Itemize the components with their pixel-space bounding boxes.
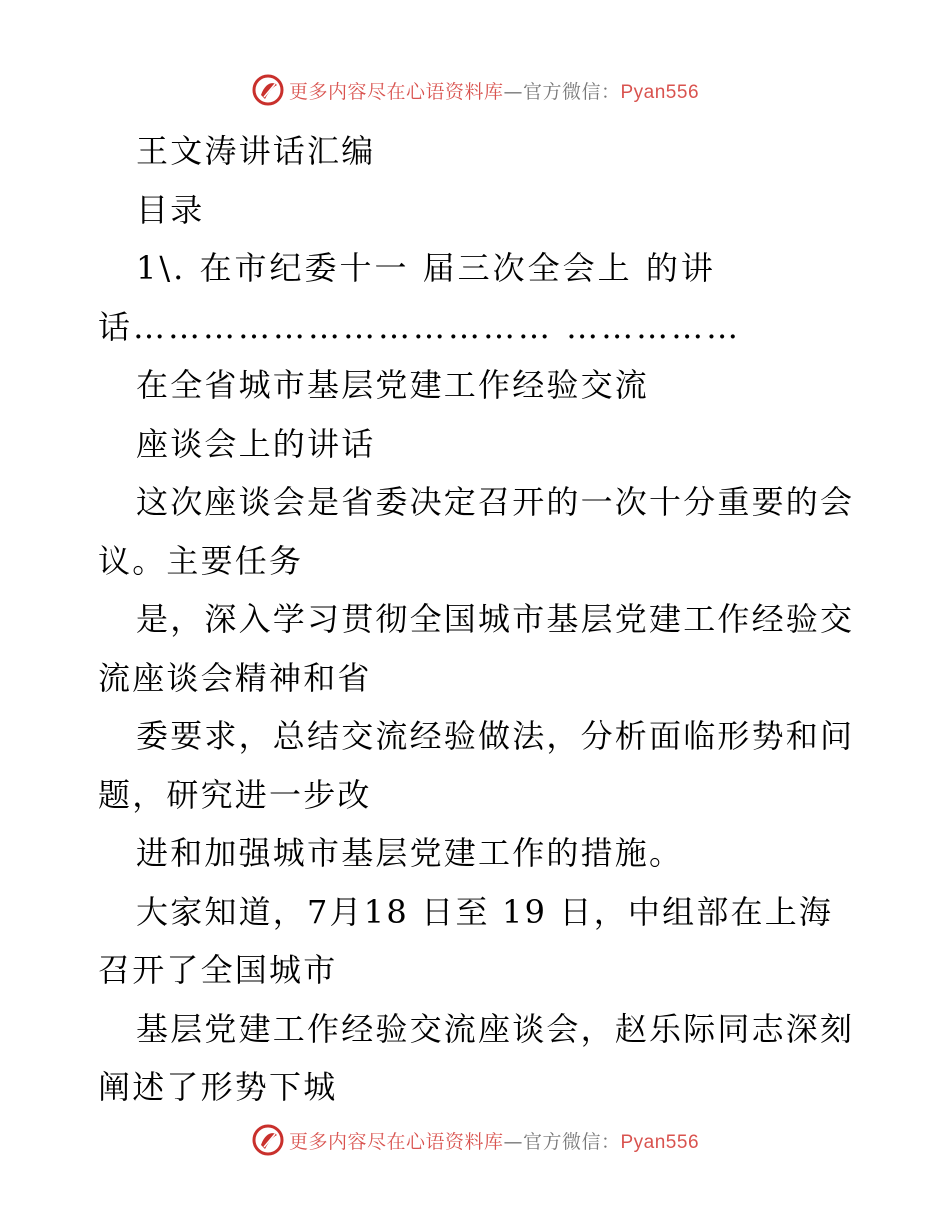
- body-paragraph: 基层党建工作经验交流座谈会，赵乐际同志深刻阐述了形势下城: [98, 1009, 855, 1106]
- watermark-brand: 更多内容尽在心语资料库: [288, 1130, 504, 1153]
- body-paragraph: 是，深入学习贯彻全国城市基层党建工作经验交流座谈会精神和省: [98, 600, 855, 697]
- body-paragraph: 大家知道，7月18 日至 19 日，中组部在上海召开了全国城市: [98, 892, 834, 989]
- watermark-text: [289, 77, 699, 104]
- header-watermark: [0, 70, 950, 110]
- footer-watermark: [0, 1120, 950, 1160]
- speech-heading-line-1: 在全省城市基层党建工作经验交流: [136, 366, 650, 404]
- toc-heading: 目录: [136, 190, 205, 229]
- brand-logo-icon: [251, 73, 285, 107]
- watermark-account: Pyan556: [620, 81, 700, 103]
- watermark-label: 官方微信：: [522, 1130, 621, 1153]
- watermark-label: 官方微信：: [522, 80, 621, 103]
- watermark-text: [289, 1127, 699, 1154]
- brand-logo-icon: [251, 1123, 285, 1157]
- watermark-brand: 更多内容尽在心语资料库: [288, 80, 504, 103]
- watermark-account: Pyan556: [620, 1131, 700, 1153]
- watermark-separator: —: [503, 1130, 523, 1153]
- document-body: [98, 122, 858, 1117]
- body-paragraph: 这次座谈会是省委决定召开的一次十分重要的会议。主要任务: [98, 483, 855, 580]
- watermark-separator: —: [503, 80, 523, 103]
- body-paragraph: 进和加强城市基层党建工作的措施。: [136, 834, 684, 872]
- document-title: 王文涛讲话汇编: [136, 132, 376, 170]
- speech-heading-line-2: 座谈会上的讲话: [136, 424, 376, 463]
- toc-entry: 1\. 在市纪委十一 届三次全会上 的讲话……………………………… ……………: [98, 249, 742, 346]
- body-paragraph: 委要求，总结交流经验做法，分析面临形势和问题，研究进一步改: [98, 717, 855, 814]
